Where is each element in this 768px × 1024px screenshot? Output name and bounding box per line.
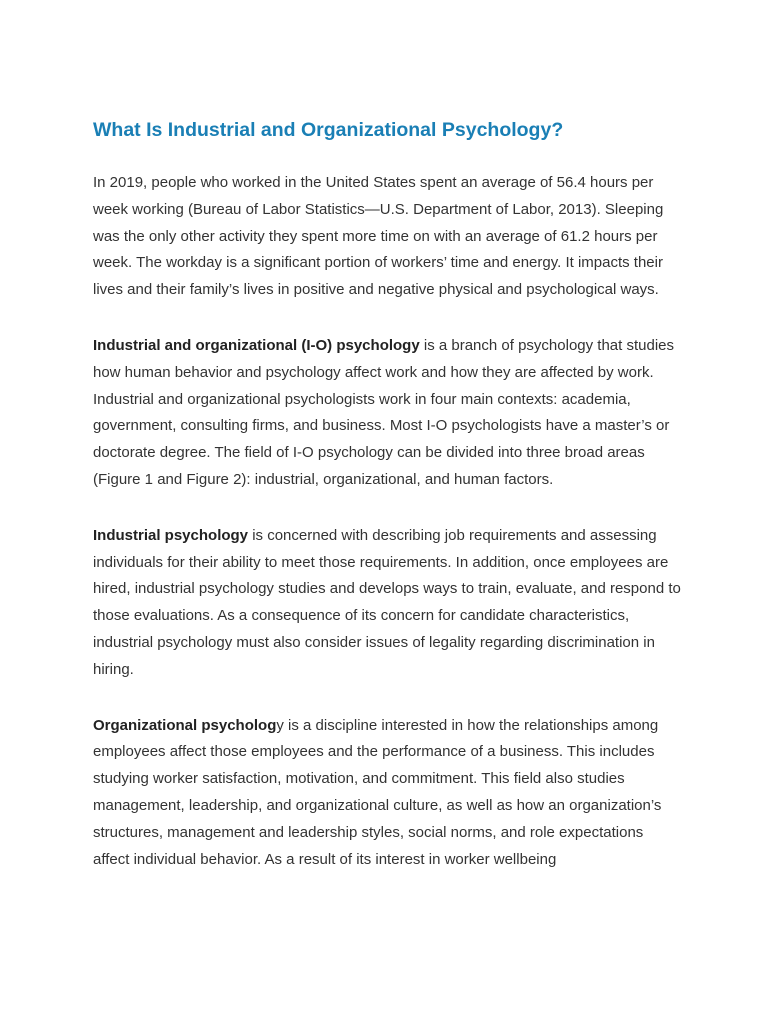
paragraph-lead-term: Organizational psycholog	[93, 716, 277, 734]
page-title: What Is Industrial and Organizational Psychology?	[93, 119, 564, 141]
paragraph-organizational-psychology	[93, 713, 683, 874]
paragraph-text: y is a discipline interested in how the relationships among employees affect those employees and the performance of a business. This includes studying worker satisfaction, motivation, and commitment. This field also studies management, leadership, and organizational culture, as well as how an organization’s structures, management and leadership styles, social norms, and role expectations affect individual behavior. As a result of its interest in worker wellbeing	[93, 716, 662, 868]
paragraph-text: In 2019, people who worked in the United States spent an average of 56.4 hours per week working (Bureau of Labor Statistics—U.S. Department of Labor, 2013). Sleeping was the only other activity they spent more time on with an average of 61.2 hours per week. The workday is a significant portion of workers’ time and energy. It impacts their lives and their family’s lives in positive and negative physical and psychological ways.	[93, 174, 664, 299]
paragraph-text: is concerned with describing job requirements and assessing individuals for their ability to meet those requirements. In addition, once employees are hired, industrial psychology studies and develops ways to train, evaluate, and respond to those evaluations. As a consequence of its concern for candidate characteristics, industrial psychology must also consider issues of legality regarding discrimination in hiring.	[93, 526, 681, 678]
paragraph-intro	[93, 170, 683, 304]
paragraph-lead-term: Industrial psychology	[93, 526, 249, 544]
document-page	[93, 116, 683, 902]
paragraph-text: is a branch of psychology that studies how human behavior and psychology affect work and how they are affected by work. Industrial and organizational psychologists work in four main contexts: academia, government, consulting firms, and business. Most I-O psychologists have a master’s or doctorate degree. The field of I-O psychology can be divided into three broad areas (Figure 1 and Figure 2): industrial, organizational, and human factors.	[93, 336, 675, 488]
paragraph-industrial-psychology	[93, 523, 683, 684]
paragraph-io-psychology	[93, 333, 683, 494]
paragraph-lead-term: Industrial and organizational (I-O) psychology	[93, 336, 420, 354]
